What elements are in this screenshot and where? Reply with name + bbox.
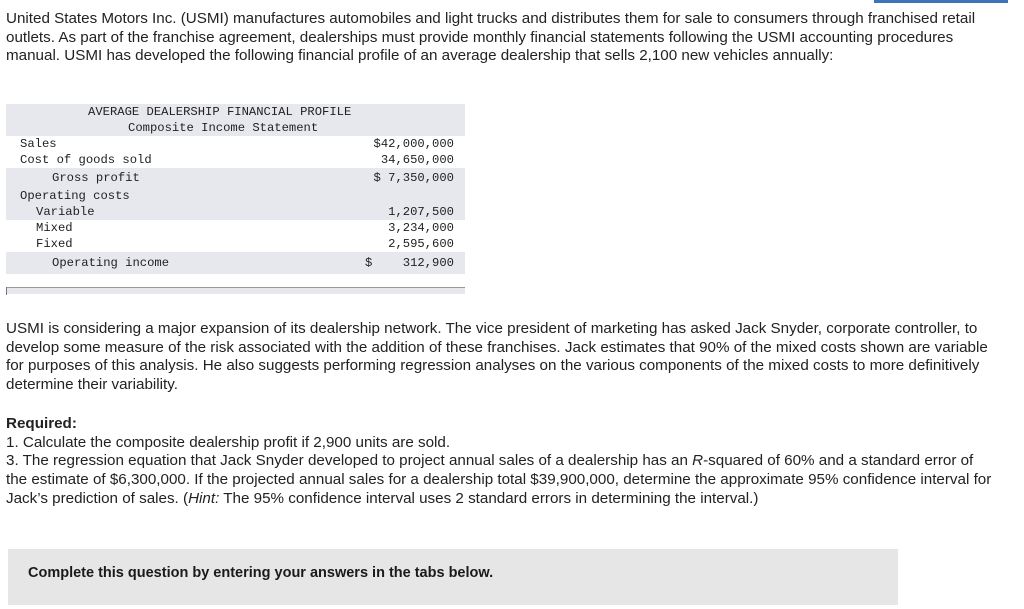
intro-paragraph: United States Motors Inc. (USMI) manufactures automobiles and light trucks and distributes them for sale to consumers through franchised retail outlets. As part of the franchise agreement, dealerships must provide monthly financial statements following the USMI accounting procedures manual. USMI has developed the following financial profile of an average dealership that sells 2,100 new vehicles annually: (6, 10, 976, 65)
item3-text-c: The 95% confidence interval uses 2 standard errors in determining the interval.) (219, 489, 759, 507)
financial-profile-table (6, 104, 465, 274)
operating-income-value: 312,900 (402, 256, 454, 270)
required-item-3 (6, 452, 996, 508)
table-title: AVERAGE DEALERSHIP FINANCIAL PROFILE (88, 105, 352, 119)
item3-r-italic: R (692, 452, 704, 470)
context-paragraph: USMI is considering a major expansion of its dealership network. The vice president of marketing has asked Jack Snyder, corporate controller, to develop some measure of the risk associated with the addition of these franchises. Jack estimates that 90% of the mixed costs shown are variable for purposes of this analysis. He also suggests performing regression analyses on the various components of the mixed costs to more definitively determine their variability. (6, 320, 988, 394)
cogs-label: Cost of goods sold (20, 153, 152, 167)
row-operating-income (6, 252, 465, 274)
row-gross-profit (6, 168, 465, 188)
table-header (6, 104, 465, 136)
cogs-value: 34,650,000 (358, 152, 454, 169)
mixed-value: 3,234,000 (388, 221, 454, 235)
row-mixed (6, 220, 465, 236)
sales-label: Sales (20, 137, 57, 151)
operating-costs-label: Operating costs (20, 189, 130, 203)
required-item-1: 1. Calculate the composite dealership profit if 2,900 units are sold. (6, 433, 451, 451)
row-fixed (6, 236, 465, 252)
required-title: Required: (6, 415, 77, 432)
required-section (6, 415, 996, 509)
operating-income-label: Operating income (52, 256, 170, 270)
top-accent-bar (874, 0, 1008, 3)
item3-hint-italic: Hint: (188, 489, 220, 507)
operating-income-dollar: $ (365, 256, 373, 270)
table-bottom-tick (6, 287, 7, 295)
fixed-value: 2,595,600 (358, 236, 454, 253)
item3-text-a: 3. The regression equation that Jack Snyder developed to project annual sales of a dealership has an (6, 452, 693, 470)
item3-text-b: -squared of 60% and a standard error of the estimate of $6,300,000. If the projected annual sales for a dealership total $39,900,000, determine the approximate 95% confidence interval for Jack’s prediction of sales. ( (6, 452, 992, 507)
row-cogs (6, 152, 465, 168)
row-operating-costs (6, 188, 465, 204)
row-sales (6, 136, 465, 152)
mixed-label: Mixed (36, 221, 73, 235)
fixed-label: Fixed (36, 237, 73, 251)
row-variable (6, 204, 465, 220)
variable-value: 1,207,500 (388, 205, 454, 219)
gross-profit-label: Gross profit (52, 171, 140, 185)
variable-label: Variable (36, 205, 95, 219)
instruction-text: Complete this question by entering your answers in the tabs below. (28, 565, 494, 581)
table-bottom-rule (6, 287, 465, 294)
table-subtitle: Composite Income Statement (128, 121, 319, 135)
sales-value: $42,000,000 (373, 137, 454, 151)
instruction-banner (8, 549, 898, 605)
gross-profit-value: $ 7,350,000 (358, 168, 454, 189)
